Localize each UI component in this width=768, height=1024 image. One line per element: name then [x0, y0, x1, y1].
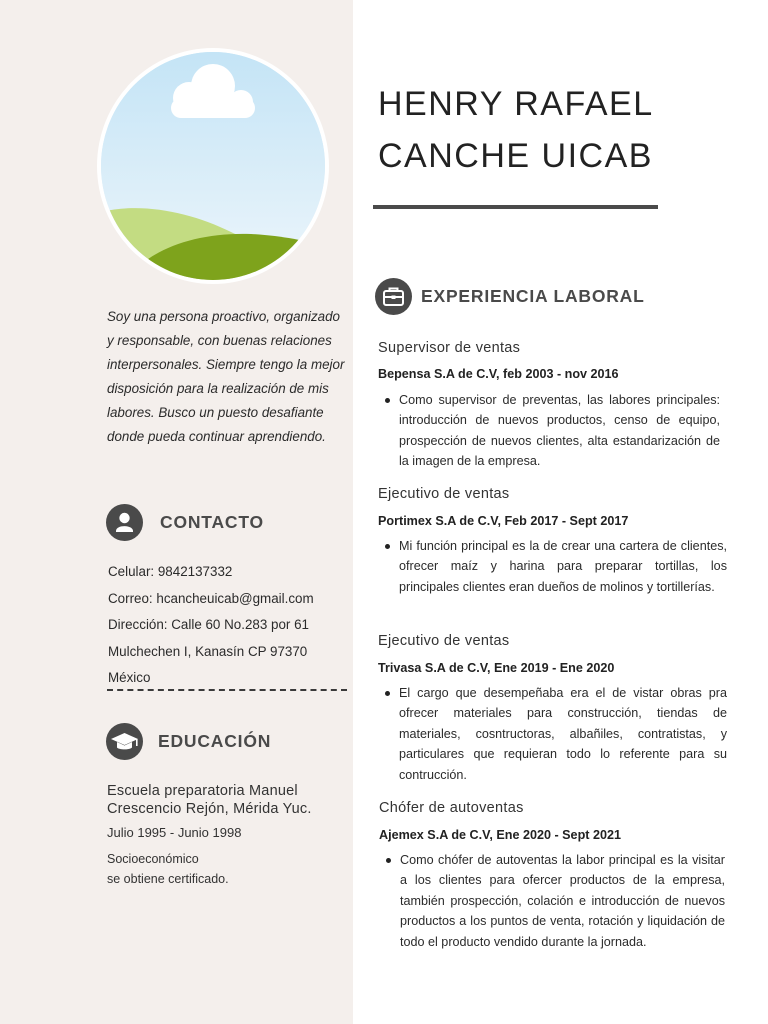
bullet-icon	[385, 544, 390, 549]
education-note: se obtiene certificado.	[107, 872, 229, 886]
contact-address-line3: México	[108, 670, 151, 685]
profile-photo	[97, 48, 329, 284]
job-company: Trivasa S.A de C.V, Ene 2019 - Ene 2020	[378, 661, 615, 675]
profile-summary: Soy una persona proactivo, organizado y responsable, con buenas relaciones interpersonales. Siempre tengo la mejor disposición para la realización de mis labores. Busco un puesto desafiante donde pueda continuar aprendiendo.	[107, 309, 345, 444]
contact-title: CONTACTO	[160, 512, 264, 532]
name-line1: HENRY RAFAEL	[378, 85, 654, 123]
job-company: Portimex S.A de C.V, Feb 2017 - Sept 2017	[378, 514, 629, 528]
contact-address-line2: Mulchechen I, Kanasín CP 97370	[108, 644, 308, 659]
job-description: El cargo que desempeñaba era el de vistar obras pra ofrecer materiales para construcción, tiendas de materiales, cosntructoras, albañiles, contratistas, y particulares que requieran todo lo referente para su contrucción.	[399, 686, 727, 782]
contact-address-line1: Dirección: Calle 60 No.283 por 61	[108, 617, 309, 632]
experience-title: EXPERIENCIA LABORAL	[421, 286, 645, 306]
education-dates: Julio 1995 - Junio 1998	[107, 825, 242, 840]
dashed-divider	[107, 689, 347, 691]
job-description: Como chófer de autoventas la labor principal es la visitar a los clientes para ofercer productos de la empresa, también prospección, colación e introducción de nuevos productos a los puntos de venta, rotación y liquidación de todo el producto vendido durante la jornada.	[400, 853, 725, 949]
job-description: Mi función principal es la de crear una cartera de clientes, ofrecer maíz y harina para preparar tortillas, los principales clientes eran dueños de molinos y tortillerías.	[399, 539, 727, 594]
job-title: Ejecutivo de ventas	[378, 633, 510, 649]
job-title: Ejecutivo de ventas	[378, 486, 510, 502]
education-details	[107, 849, 229, 889]
education-field: Socioeconómico	[107, 852, 199, 866]
page-title	[378, 78, 654, 182]
job-company: Ajemex S.A de C.V, Ene 2020 - Sept 2021	[379, 828, 621, 842]
landscape-placeholder-icon	[101, 52, 329, 284]
job-title: Supervisor de ventas	[378, 340, 521, 356]
job-title: Chófer de autoventas	[379, 800, 524, 816]
education-title: EDUCACIÓN	[158, 731, 272, 751]
briefcase-icon	[375, 278, 412, 315]
name-line2: CANCHE UICAB	[378, 137, 653, 175]
education-school: Escuela preparatoria Manuel Crescencio Rejón, Mérida Yuc.	[107, 783, 312, 817]
job-company: Bepensa S.A de C.V, feb 2003 - nov 2016	[378, 367, 619, 381]
person-icon	[106, 504, 143, 541]
contact-phone: Celular: 9842137332	[108, 564, 233, 579]
contact-email[interactable]: Correo: hcancheuicab@gmail.com	[108, 591, 314, 606]
job-description: Como supervisor de preventas, las labores principales: introducción de nuevos productos, censo de equipo, prospección de nuevos clientes, alta estandarización de la imagen de la empresa.	[399, 393, 720, 469]
bullet-icon	[385, 691, 390, 696]
title-divider	[373, 205, 658, 209]
bullet-icon	[386, 858, 391, 863]
graduation-cap-icon	[106, 723, 143, 760]
bullet-icon	[385, 398, 390, 403]
